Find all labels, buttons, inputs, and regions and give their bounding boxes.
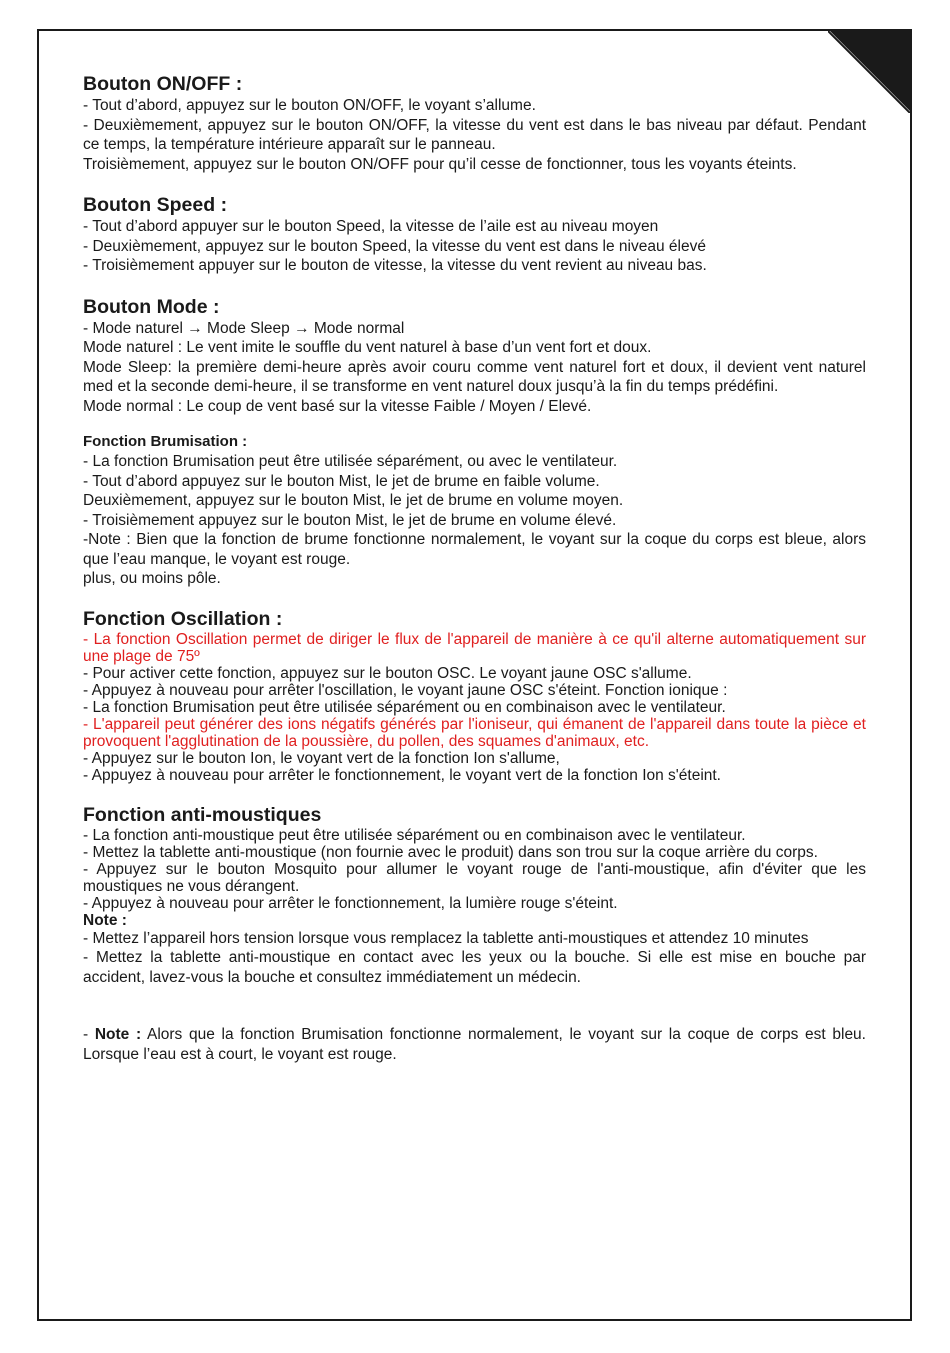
paragraph: - Pour activer cette fonction, appuyez sur le bouton OSC. Le voyant jaune OSC s'allume. [83, 664, 692, 682]
paragraph: - La fonction Brumisation peut être utilisée séparément ou en combinaison avec le ventilateur. [83, 698, 726, 716]
paragraph: Mode naturel : Le vent imite le souffle du vent naturel à base d’un vent fort et doux. [83, 339, 652, 356]
paragraph: - Troisièmement appuyer sur le bouton de vitesse, la vitesse du vent revient au niveau bas. [83, 257, 707, 274]
heading-mode: Bouton Mode : [83, 295, 220, 318]
note-label: Note : [83, 911, 127, 929]
heading-onoff: Bouton ON/OFF : [83, 73, 243, 95]
paragraph: - Appuyez sur le bouton Mosquito pour allumer le voyant rouge de l'anti-moustique, afin d'éviter que les moustiques ne vous dérangent. [83, 860, 866, 895]
note-label: Note : [94, 1026, 142, 1043]
paragraph: Mode normal : Le coup de vent basé sur la vitesse Faible / Moyen / Elevé. [83, 397, 592, 415]
paragraph: Troisièmement, appuyez sur le bouton ON/OFF pour qu’il cesse de fonctionner, tous les voyants éteints. [83, 155, 797, 173]
note-prefix: - [83, 1026, 95, 1043]
highlighted-paragraph: - La fonction Oscillation permet de diriger le flux de l'appareil de manière à ce qu'il alterne automatiquement sur une plage de 75º [83, 630, 866, 665]
paragraph: - Mettez la tablette anti-moustique en contact avec les yeux ou la bouche. Si elle est mise en bouche par accident, lavez-vous la bouche et consultez immédiatement un médecin. [83, 949, 866, 986]
section-onoff [83, 72, 866, 174]
paragraph: - Tout d’abord, appuyez sur le bouton ON/OFF, le voyant s’allume. [83, 97, 536, 114]
paragraph: Deuxièmement, appuyez sur le bouton Mist, le jet de brume en volume moyen. [83, 492, 624, 509]
paragraph: - Tout d’abord appuyer sur le bouton Speed, la vitesse de l’aile est au niveau moyen [83, 218, 659, 235]
paragraph: - Deuxièmement, appuyez sur le bouton ON/OFF, la vitesse du vent est dans le bas niveau par défaut. Pendant ce temps, la température intérieure apparaît sur le panneau. [83, 116, 866, 153]
section-mosquito [83, 803, 866, 988]
heading-mist: Fonction Brumisation : [83, 433, 248, 450]
paragraph: - Tout d’abord appuyez sur le bouton Mist, le jet de brume en faible volume. [83, 472, 600, 490]
section-oscillation [83, 607, 866, 784]
paragraph: - Troisièmement appuyez sur le bouton Mist, le jet de brume en volume élevé. [83, 511, 617, 529]
paragraph: - Appuyez à nouveau pour arrêter le fonctionnement, la lumière rouge s'éteint. [83, 894, 618, 912]
paragraph: plus, ou moins pôle. [83, 570, 221, 587]
heading-speed: Bouton Speed : [83, 194, 228, 216]
paragraph: - Mettez la tablette anti-moustique (non fournie avec le produit) dans son trou sur la coque arrière du corps. [83, 843, 818, 861]
heading-oscillation: Fonction Oscillation : [83, 607, 283, 630]
paragraph: - Appuyez sur le bouton Ion, le voyant vert de la fonction Ion s'allume, [83, 749, 560, 767]
paragraph: - Deuxièmement, appuyez sur le bouton Speed, la vitesse du vent est dans le niveau élevé [83, 237, 706, 255]
paragraph: - La fonction anti-moustique peut être utilisée séparément ou en combinaison avec le ventilateur. [83, 826, 746, 844]
paragraph: -Note : Bien que la fonction de brume fonctionne normalement, le voyant sur la coque du corps est bleue, alors que l’eau manque, le voyant est rouge. [83, 531, 866, 568]
section-final-note [83, 1025, 866, 1064]
section-mist [83, 432, 866, 589]
final-note-paragraph [83, 1025, 866, 1064]
document-body [83, 72, 866, 1064]
highlighted-paragraph: - L'appareil peut générer des ions négatifs générés par l'ioniseur, qui émanent de l'appareil dans toute la pièce et provoquent l'agglutination de la poussière, du pollen, des squames d'animaux, etc. [83, 715, 866, 750]
paragraph: - La fonction Brumisation peut être utilisée séparément, ou avec le ventilateur. [83, 453, 618, 470]
heading-mosquito: Fonction anti-moustiques [83, 803, 322, 826]
section-speed [83, 193, 866, 276]
paragraph: - Appuyez à nouveau pour arrêter le fonctionnement, le voyant vert de la fonction Ion s'éteint. [83, 766, 721, 784]
paragraph: Mode Sleep: la première demi-heure après avoir couru comme vent naturel fort et doux, il devient vent naturel med et la seconde demi-heure, il se transforme en vent naturel doux jusqu’à la fin du temps prédéfini. [83, 358, 866, 395]
note-text: Alors que la fonction Brumisation fonctionne normalement, le voyant sur la coque de corps est bleu. Lorsque l’eau est à court, le voyant est rouge. [83, 1026, 866, 1063]
section-mode [83, 295, 866, 417]
paragraph: - Mettez l’appareil hors tension lorsque vous remplacez la tablette anti-moustiques et attendez 10 minutes [83, 929, 809, 947]
paragraph: - Mode naturel → Mode Sleep → Mode normal [83, 319, 405, 337]
paragraph: - Appuyez à nouveau pour arrêter l'oscillation, le voyant jaune OSC s'éteint. Fonction ionique : [83, 681, 728, 699]
